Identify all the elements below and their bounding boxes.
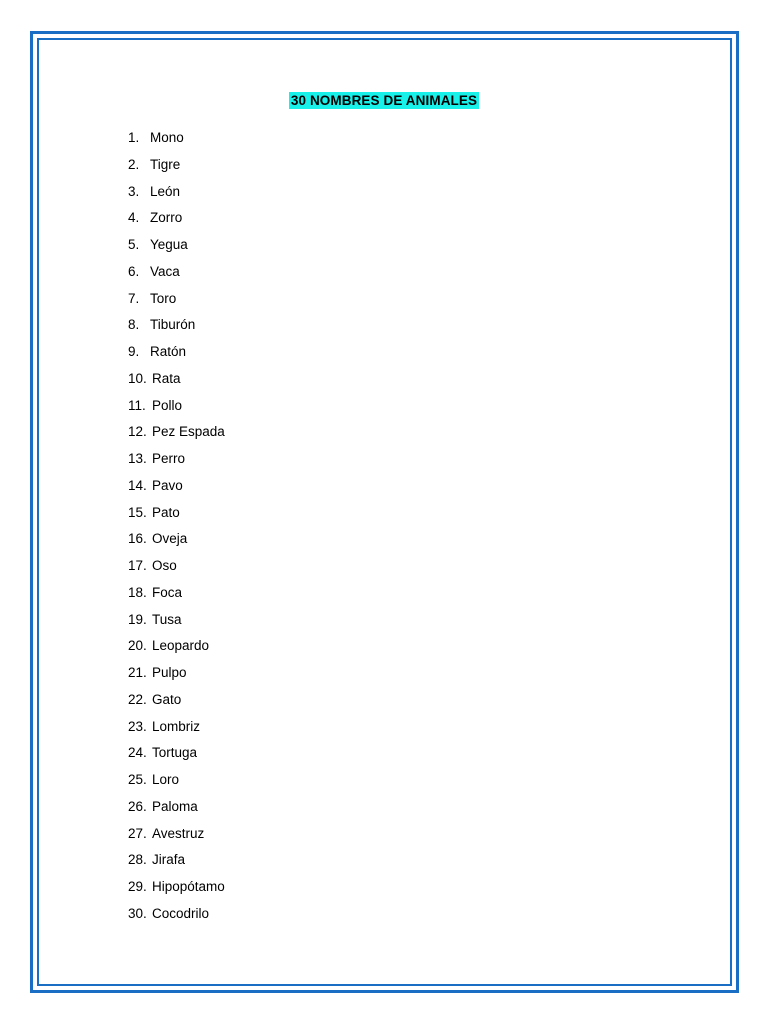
- list-item-label: Pollo: [152, 397, 183, 413]
- list-item-number: 23.: [128, 718, 147, 734]
- list-item-number: 27.: [128, 825, 147, 841]
- list-item-label: Pez Espada: [152, 424, 225, 440]
- list-item-number: 30.: [128, 905, 147, 921]
- list-item-number: 8.: [128, 317, 140, 333]
- list-item-number: 29.: [128, 879, 147, 894]
- list-item-label: Toro: [150, 290, 177, 306]
- list-item-label: Yegua: [150, 237, 188, 252]
- list-item-label: Tiburón: [150, 317, 196, 333]
- list-item-number: 2.: [128, 156, 140, 172]
- document-title: 30 NOMBRES DE ANIMALES: [290, 93, 478, 108]
- list-item-number: 5.: [128, 237, 140, 252]
- list-item-label: Pavo: [152, 477, 183, 493]
- list-item-label: Avestruz: [152, 825, 205, 841]
- list-item-label: Foca: [152, 584, 183, 600]
- list-item-number: 11.: [128, 397, 146, 413]
- list-item-number: 10.: [128, 370, 147, 386]
- list-item-label: Paloma: [152, 798, 198, 814]
- list-item-label: Gato: [152, 691, 182, 707]
- list-item-number: 7.: [128, 290, 140, 306]
- list-item-label: Loro: [152, 772, 180, 787]
- list-item-number: 20.: [128, 638, 147, 654]
- list-item-label: Tortuga: [152, 745, 198, 761]
- list-item-label: Tigre: [150, 156, 181, 172]
- list-item-label: Cocodrilo: [152, 905, 210, 921]
- list-item-number: 14.: [128, 477, 147, 493]
- title-container: [0, 92, 768, 110]
- list-item-number: 1.: [128, 130, 140, 145]
- list-item-label: Pato: [152, 504, 180, 520]
- list-item-number: 24.: [128, 745, 147, 761]
- list-item-label: León: [150, 183, 181, 199]
- list-item-number: 4.: [128, 210, 140, 226]
- list-item-number: 6.: [128, 263, 140, 279]
- list-item-number: 21.: [128, 665, 147, 680]
- list-item-number: 18.: [128, 584, 147, 600]
- list-item-number: 3.: [128, 183, 140, 199]
- list-item-label: Oveja: [152, 531, 188, 547]
- list-item-label: Perro: [152, 451, 186, 466]
- list-item-number: 16.: [128, 531, 147, 547]
- list-item-number: 12.: [128, 424, 147, 440]
- list-item-number: 13.: [128, 451, 147, 466]
- list-item-number: 26.: [128, 798, 147, 814]
- list-item-label: Ratón: [150, 344, 187, 359]
- list-item-number: 25.: [128, 772, 147, 787]
- list-item-label: Jirafa: [152, 852, 186, 868]
- list-item-label: Pulpo: [152, 665, 187, 680]
- list-item-number: 28.: [128, 852, 147, 868]
- list-item-number: 17.: [128, 558, 147, 573]
- list-item-label: Tusa: [152, 611, 182, 627]
- list-item-label: Leopardo: [152, 638, 210, 654]
- list-item-label: Zorro: [150, 210, 183, 226]
- list-item-number: 19.: [128, 611, 147, 627]
- list-item-label: Vaca: [150, 263, 180, 279]
- list-item-label: Lombriz: [152, 718, 201, 734]
- list-item-label: Rata: [152, 370, 181, 386]
- list-item-label: Hipopótamo: [152, 879, 225, 894]
- list-item-number: 15.: [128, 504, 147, 520]
- list-item-label: Oso: [152, 558, 177, 573]
- list-item-label: Mono: [150, 130, 184, 145]
- list-item-number: 22.: [128, 691, 147, 707]
- list-item-number: 9.: [128, 344, 140, 359]
